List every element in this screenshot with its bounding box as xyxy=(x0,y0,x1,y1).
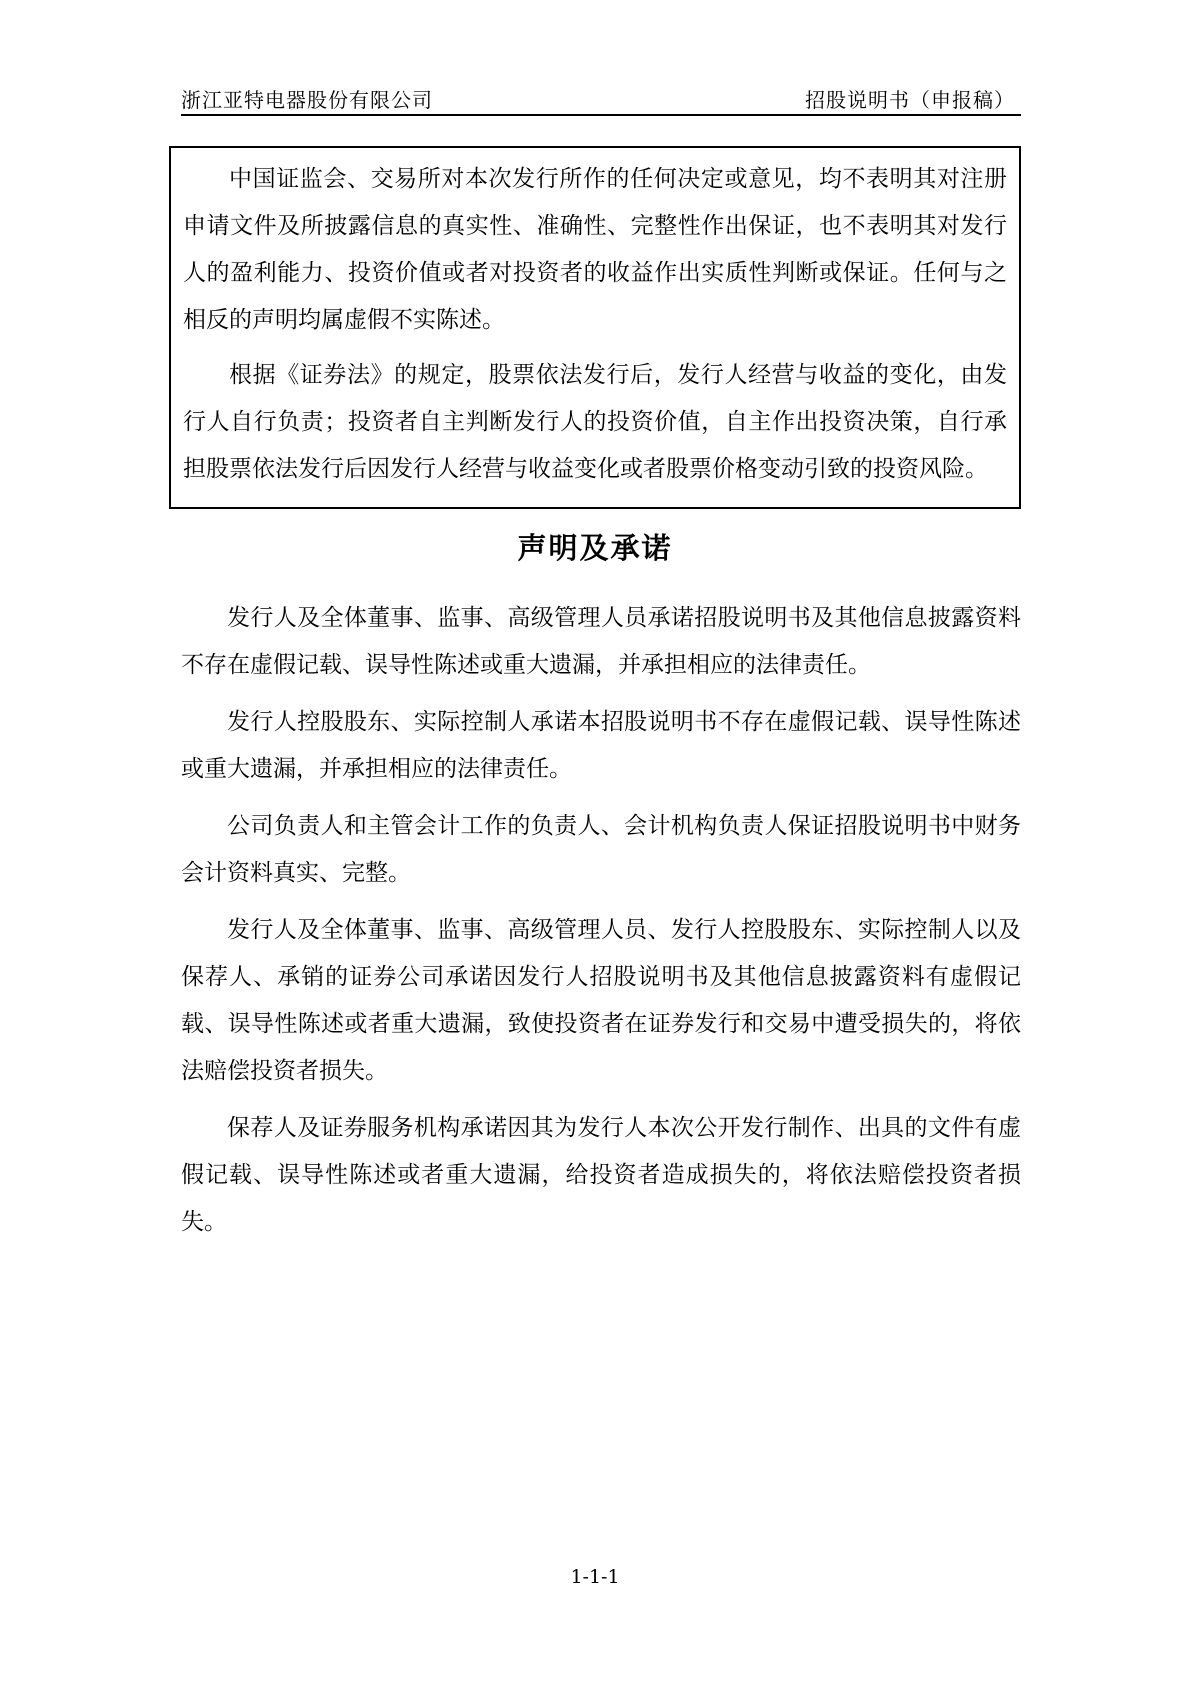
page-header xyxy=(181,82,1021,116)
statement-paragraph: 发行人及全体董事、监事、高级管理人员、发行人控股股东、实际控制人以及保荐人、承销的证券公司承诺因发行人招股说明书及其他信息披露资料有虚假记载、误导性陈述或者重大遗漏，致使投资者在证券发行和交易中遭受损失的，将依法赔偿投资者损失。 xyxy=(181,917,1021,1084)
page-number: 1-1-1 xyxy=(570,1566,620,1588)
notice-paragraph: 中国证监会、交易所对本次发行所作的任何决定或意见，均不表明其对注册申请文件及所披露信息的真实性、准确性、完整性作出保证，也不表明其对发行人的盈利能力、投资价值或者对投资者的收益作出实质性判断或保证。任何与之相反的声明均属虚假不实陈述。 xyxy=(183,166,1007,333)
header-company-name: 浙江亚特电器股份有限公司 xyxy=(181,88,433,112)
statement-paragraph: 公司负责人和主管会计工作的负责人、会计机构负责人保证招股说明书中财务会计资料真实、完整。 xyxy=(181,813,1021,886)
statement-paragraph: 保荐人及证券服务机构承诺因其为发行人本次公开发行制作、出具的文件有虚假记载、误导性陈述或者重大遗漏，给投资者造成损失的，将依法赔偿投资者损失。 xyxy=(181,1115,1021,1235)
regulatory-notice-box xyxy=(169,146,1021,509)
statement-paragraph: 发行人控股股东、实际控制人承诺本招股说明书不存在虚假记载、误导性陈述或重大遗漏，并承担相应的法律责任。 xyxy=(181,709,1021,782)
statement-body xyxy=(181,595,1021,1256)
header-document-type: 招股说明书（申报稿） xyxy=(805,88,1015,112)
section-title: 声明及承诺 xyxy=(517,531,673,565)
statement-paragraph: 发行人及全体董事、监事、高级管理人员承诺招股说明书及其他信息披露资料不存在虚假记载、误导性陈述或重大遗漏，并承担相应的法律责任。 xyxy=(181,605,1021,678)
notice-paragraph: 根据《证券法》的规定，股票依法发行后，发行人经营与收益的变化，由发行人自行负责；投资者自主判断发行人的投资价值，自主作出投资决策，自行承担股票依法发行后因发行人经营与收益变化或者股票价格变动引致的投资风险。 xyxy=(183,362,1007,482)
